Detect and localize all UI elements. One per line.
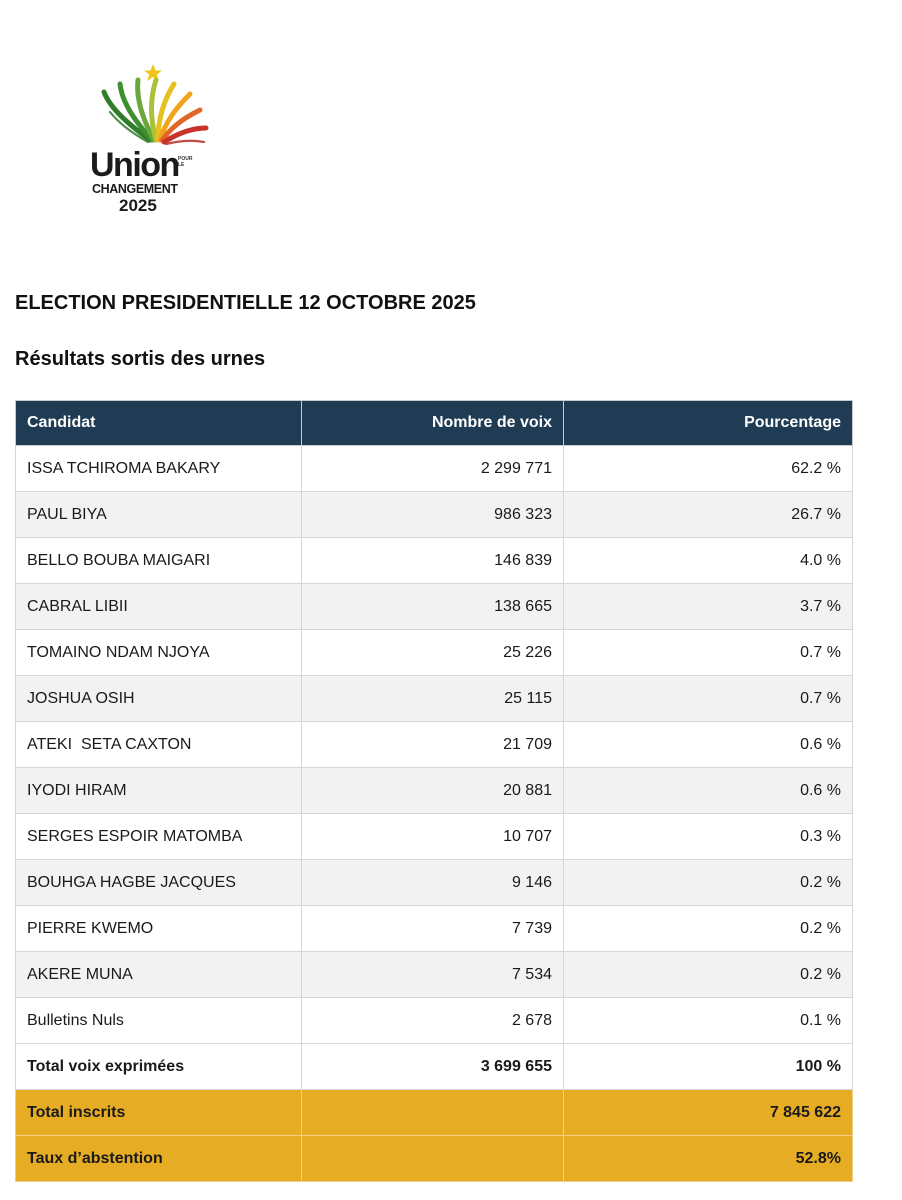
table-row xyxy=(16,630,853,676)
table-header-row xyxy=(16,401,853,446)
candidate-votes: 2 678 xyxy=(302,998,564,1044)
table-row xyxy=(16,584,853,630)
candidate-votes: 986 323 xyxy=(302,492,564,538)
candidate-votes: 2 299 771 xyxy=(302,446,564,492)
candidate-name: JOSHUA OSIH xyxy=(16,676,302,722)
candidate-percent: 0.7 % xyxy=(564,630,853,676)
total-votes-row xyxy=(16,1044,853,1090)
table-row xyxy=(16,998,853,1044)
candidate-percent: 0.2 % xyxy=(564,906,853,952)
candidate-votes: 20 881 xyxy=(302,768,564,814)
header-candidate: Candidat xyxy=(16,401,302,446)
logo-word-year: 2025 xyxy=(119,196,157,215)
candidate-votes: 25 226 xyxy=(302,630,564,676)
table-row xyxy=(16,446,853,492)
candidate-name: ISSA TCHIROMA BAKARY xyxy=(16,446,302,492)
logo-word-pour: POUR LE xyxy=(178,156,193,168)
header-votes: Nombre de voix xyxy=(302,401,564,446)
candidate-name: PAUL BIYA xyxy=(16,492,302,538)
union-changement-logo xyxy=(88,62,218,222)
table-row xyxy=(16,952,853,998)
candidate-votes: 146 839 xyxy=(302,538,564,584)
registered-value: 7 845 622 xyxy=(564,1090,853,1136)
candidate-percent: 0.2 % xyxy=(564,952,853,998)
candidate-percent: 4.0 % xyxy=(564,538,853,584)
registered-label: Total inscrits xyxy=(16,1090,302,1136)
table-row xyxy=(16,722,853,768)
registered-empty-cell xyxy=(302,1090,564,1136)
candidate-percent: 62.2 % xyxy=(564,446,853,492)
logo-word-changement: CHANGEMENT xyxy=(92,182,178,196)
candidate-percent: 0.2 % xyxy=(564,860,853,906)
abstention-value: 52.8% xyxy=(564,1136,853,1182)
candidate-votes: 7 739 xyxy=(302,906,564,952)
candidate-percent: 0.3 % xyxy=(564,814,853,860)
candidate-percent: 0.6 % xyxy=(564,722,853,768)
candidate-name: PIERRE KWEMO xyxy=(16,906,302,952)
logo-emblem-icon xyxy=(88,62,218,152)
abstention-label: Taux d’abstention xyxy=(16,1136,302,1182)
candidate-name: CABRAL LIBII xyxy=(16,584,302,630)
logo-word-union: Union xyxy=(90,146,179,184)
candidate-name: ATEKI SETA CAXTON xyxy=(16,722,302,768)
registered-row xyxy=(16,1090,853,1136)
table-row xyxy=(16,906,853,952)
total-percent: 100 % xyxy=(564,1044,853,1090)
candidate-percent: 0.7 % xyxy=(564,676,853,722)
abstention-empty-cell xyxy=(302,1136,564,1182)
table-row xyxy=(16,676,853,722)
candidate-name: AKERE MUNA xyxy=(16,952,302,998)
total-label: Total voix exprimées xyxy=(16,1044,302,1090)
table-row xyxy=(16,814,853,860)
candidate-name: SERGES ESPOIR MATOMBA xyxy=(16,814,302,860)
page-subtitle: Résultats sortis des urnes xyxy=(15,348,266,370)
table-row xyxy=(16,492,853,538)
table-row xyxy=(16,860,853,906)
candidate-votes: 10 707 xyxy=(302,814,564,860)
candidate-votes: 25 115 xyxy=(302,676,564,722)
table-row xyxy=(16,768,853,814)
candidate-percent: 26.7 % xyxy=(564,492,853,538)
candidate-name: IYODI HIRAM xyxy=(16,768,302,814)
candidate-name: Bulletins Nuls xyxy=(16,998,302,1044)
abstention-row xyxy=(16,1136,853,1182)
candidate-percent: 0.1 % xyxy=(564,998,853,1044)
results-table xyxy=(15,400,853,1182)
candidate-votes: 21 709 xyxy=(302,722,564,768)
logo-star-icon xyxy=(144,64,162,81)
table-row xyxy=(16,538,853,584)
candidate-votes: 138 665 xyxy=(302,584,564,630)
candidate-percent: 3.7 % xyxy=(564,584,853,630)
candidate-votes: 9 146 xyxy=(302,860,564,906)
candidate-name: TOMAINO NDAM NJOYA xyxy=(16,630,302,676)
candidate-percent: 0.6 % xyxy=(564,768,853,814)
candidate-name: BELLO BOUBA MAIGARI xyxy=(16,538,302,584)
page-title: ELECTION PRESIDENTIELLE 12 OCTOBRE 2025 xyxy=(15,292,476,314)
candidate-votes: 7 534 xyxy=(302,952,564,998)
header-percent: Pourcentage xyxy=(564,401,853,446)
candidate-name: BOUHGA HAGBE JACQUES xyxy=(16,860,302,906)
total-votes: 3 699 655 xyxy=(302,1044,564,1090)
